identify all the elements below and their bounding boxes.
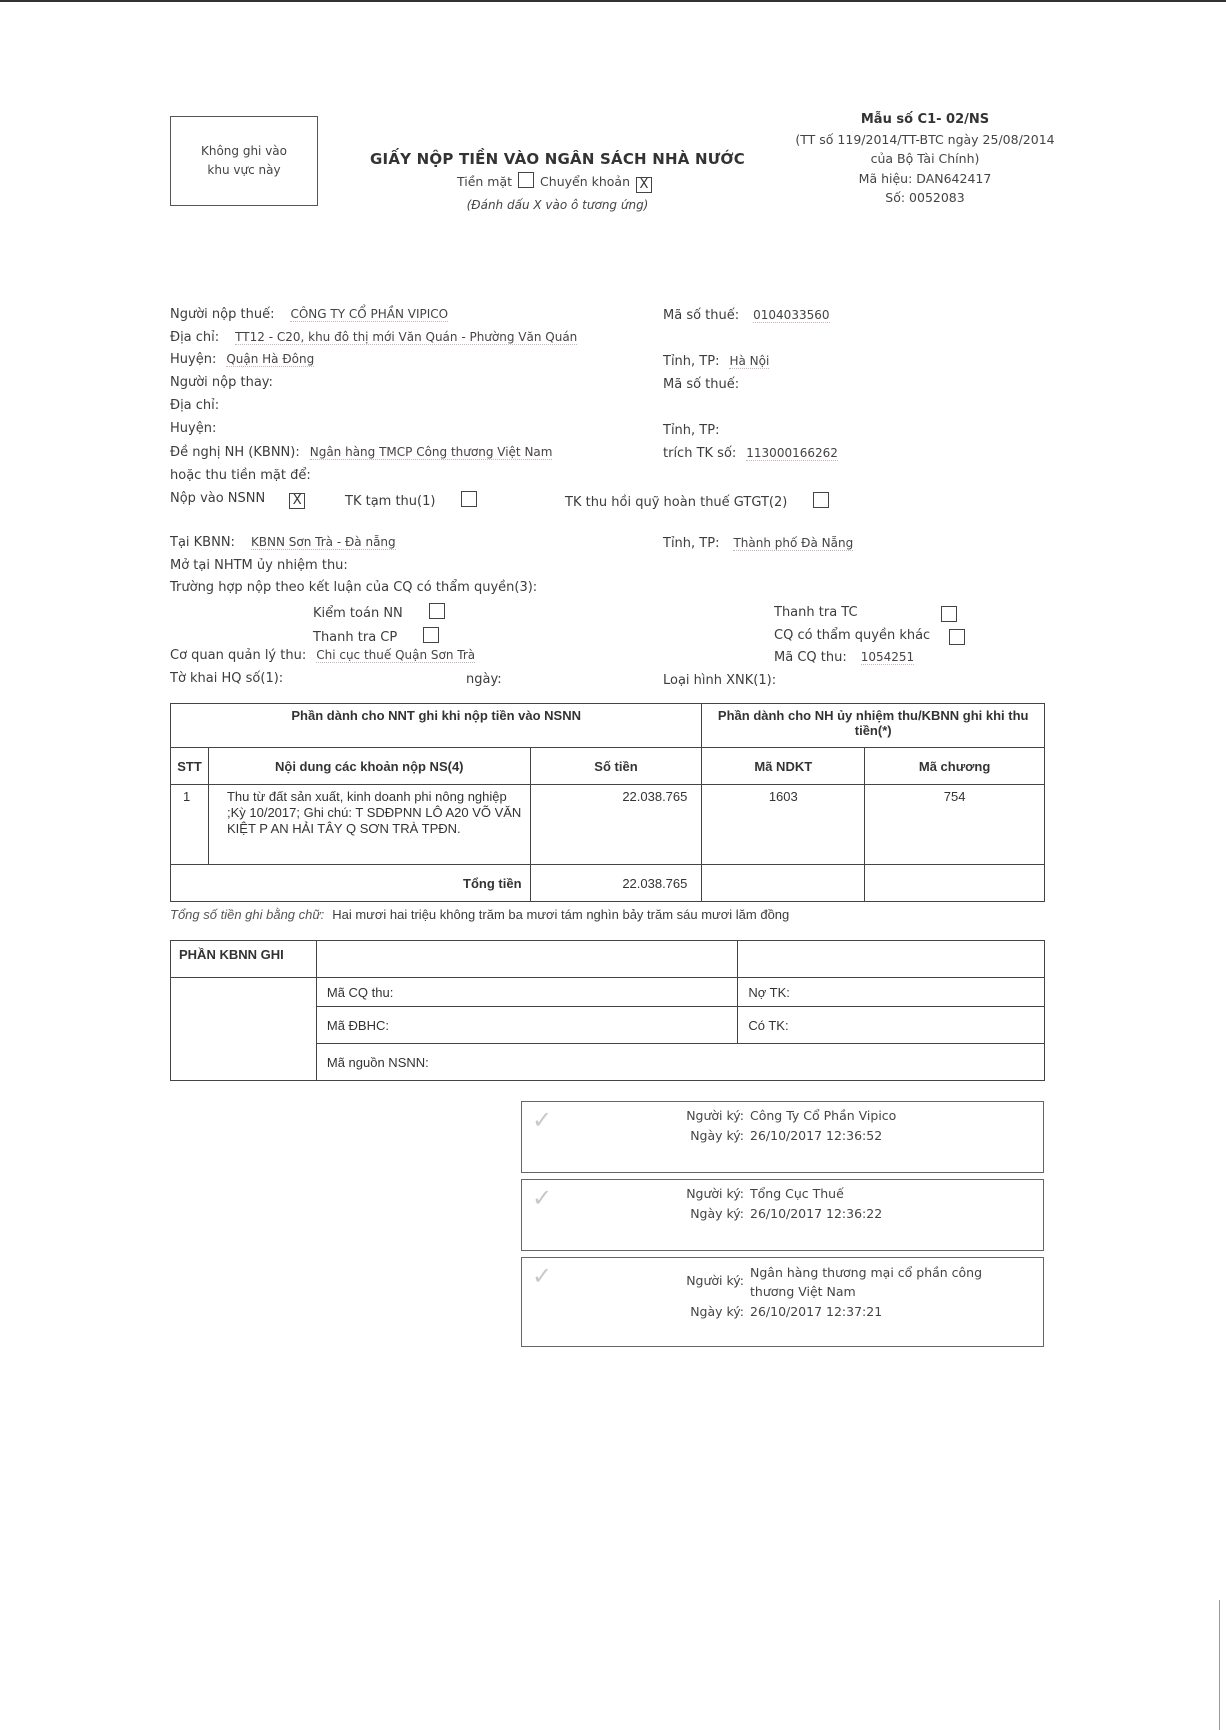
taxpayer-label: Người nộp thuế: [170,307,275,322]
tax-office-code-field [774,650,914,665]
sign-date-value: 26/10/2017 12:36:52 [750,1128,883,1143]
payment-table [170,703,1045,902]
transfer-label: Chuyển khoản [540,174,630,189]
tax-office-code-label: Mã CQ thu: [774,650,847,665]
signature-box [521,1101,1044,1173]
number-line [790,188,1060,208]
signer-value: Ngân hàng thương mại cổ phần công thương Việt Nam [750,1265,983,1299]
taxpayer-value: CÔNG TY CỔ PHẦN VIPICO [290,307,449,321]
code-line [790,169,1060,189]
state-audit-label: Kiểm toán NN [313,606,403,621]
kbnn-empty-2 [738,941,1045,978]
cash-collect-label: hoặc thu tiền mặt để: [170,468,311,483]
address-label: Địa chỉ: [170,330,220,345]
tax-id-label: Mã số thuế: [663,308,740,323]
finance-inspect-checkbox[interactable] [941,606,957,622]
amount-in-words [170,907,789,922]
section-taxpayer: Phần dành cho NNT ghi khi nộp tiền vào NSNN [171,704,702,748]
total-label: Tổng tiền [171,865,531,902]
sign-date-row [522,1206,1043,1221]
check-icon: ✓ [532,1184,553,1212]
tax-id2-label: Mã số thuế: [663,377,740,392]
authority-case-label: Trường hợp nộp theo kết luận của CQ có thẩm quyền(3): [170,580,538,595]
account-field [663,446,838,461]
signer-label: Người ký: [686,1186,744,1201]
tax-office-code-value: 1054251 [860,650,915,664]
kbnn-source-code: Mã nguồn NSNN: [316,1044,1044,1081]
vat-refund-field [565,492,835,510]
tax-id-field [663,308,830,323]
province-field [663,354,769,369]
page-top-border [0,0,1226,2]
form-reference [790,110,1060,208]
province-label: Tỉnh, TP: [663,354,720,369]
kbnn-empty-1 [316,941,737,978]
checkbox-hint: (Đánh dấu X vào ô tương ứng) [466,198,649,212]
table-column-header-row [171,748,1045,785]
finance-inspect-label: Thanh tra TC [774,605,858,620]
vat-refund-label: TK thu hồi quỹ hoàn thuế GTGT(2) [565,495,788,510]
gov-inspect-field [313,627,445,645]
province3-label: Tỉnh, TP: [663,536,720,551]
sign-date-value: 26/10/2017 12:36:22 [750,1206,883,1221]
col-stt: STT [171,748,209,785]
kbnn-left-empty [171,978,317,1081]
no-write-area-line1: Không ghi vào [200,144,288,158]
row-ndkt: 1603 [702,785,865,865]
form-number: Mẫu số C1- 02/NS [860,112,990,127]
no-write-area-box [170,116,318,206]
total-value: 22.038.765 [530,865,702,902]
code-value: DAN642417 [916,170,992,186]
page-edge-shadow [1219,1600,1220,1730]
district-value: Quận Hà Đông [226,352,315,366]
payment-type-row [330,172,785,193]
import-export-label: Loại hình XNK(1): [663,673,777,688]
circular-ref: (TT số 119/2014/TT-BTC ngày 25/08/2014 [795,131,1055,147]
signer-value: Tổng Cục Thuế [750,1186,844,1201]
kbnn-agency-code: Mã CQ thu: [316,978,737,1007]
signer-row [522,1108,1043,1123]
row-stt: 1 [171,785,209,865]
sign-date-row [522,1128,1043,1143]
cash-label: Tiền mặt [456,174,513,189]
treasury-label: Tại KBNN: [170,535,235,550]
row-amount: 22.038.765 [530,785,702,865]
sign-date-row [522,1304,1043,1319]
pay-nsnn-checkbox[interactable]: X [289,493,305,509]
row-chapter: 754 [865,785,1045,865]
address-field [170,330,577,345]
col-ndkt: Mã NDKT [702,748,865,785]
district2-label: Huyện: [170,421,217,436]
total-row [171,865,1045,902]
table-row [171,785,1045,865]
sign-date-label: Ngày ký: [690,1304,744,1319]
kbnn-title: PHẦN KBNN GHI [171,941,317,978]
sign-date-label: Ngày ký: [690,1128,744,1143]
temp-account-checkbox[interactable] [461,491,477,507]
gov-inspect-label: Thanh tra CP [313,630,398,645]
bank-request-value: Ngân hàng TMCP Công thương Việt Nam [309,445,553,459]
signer-row [522,1186,1043,1201]
tax-office-label: Cơ quan quản lý thu: [170,648,307,663]
col-amount: Số tiền [530,748,702,785]
open-at-label: Mở tại NHTM ủy nhiệm thu: [170,558,348,573]
signer-row [522,1263,1043,1301]
state-audit-checkbox[interactable] [429,603,445,619]
amount-words-value: Hai mươi hai triệu không trăm ba mươi tám nghìn bảy trăm sáu mươi lăm đồng [332,907,790,922]
treasury-value: KBNN Sơn Trà - Đà nẵng [250,535,396,549]
document-title: GIẤY NỘP TIỀN VÀO NGÂN SÁCH NHÀ NƯỚC [370,150,745,168]
province3-field [663,536,853,551]
kbnn-header-row [171,941,1045,978]
address-value: TT12 - C20, khu đô thị mới Văn Quán - Phường Văn Quán [235,330,578,344]
total-ndkt-empty [702,865,865,902]
sign-date-label: Ngày ký: [690,1206,744,1221]
amount-words-label: Tổng số tiền ghi bằng chữ: [170,907,325,922]
pay-nsnn-field [170,491,311,509]
address2-label: Địa chỉ: [170,398,220,413]
number-value: 0052083 [909,190,965,205]
table-section-header-row [171,704,1045,748]
check-icon: ✓ [532,1106,553,1134]
pay-nsnn-label: Nộp vào NSNN [170,491,266,506]
code-label: Mã hiệu: [858,170,913,186]
district-field [170,352,314,367]
province3-value: Thành phố Đà Nẵng [733,536,854,550]
bank-request-field [170,445,552,460]
kbnn-table [170,940,1045,1081]
signer-value: Công Ty Cổ Phần Vipico [750,1108,897,1123]
col-content: Nội dung các khoản nộp NS(4) [208,748,530,785]
signature-box [521,1179,1044,1251]
signer-label: Người ký: [686,1273,744,1288]
temp-account-field [345,491,483,509]
kbnn-row [171,978,1045,1007]
tax-office-field [170,648,475,663]
tax-office-value: Chi cục thuế Quận Sơn Trà [316,648,476,662]
ministry-ref: của Bộ Tài Chính) [870,151,980,166]
kbnn-credit: Có TK: [738,1007,1045,1044]
no-write-area-line2: khu vực này [207,163,281,177]
account-label: trích TK số: [663,446,737,461]
col-chapter: Mã chương [865,748,1045,785]
kbnn-debit: Nợ TK: [738,978,1045,1007]
tax-id-value: 0104033560 [753,308,830,322]
state-audit-field [313,603,451,621]
account-value: 113000166262 [746,446,838,460]
section-bank: Phần dành cho NH ủy nhiệm thu/KBNN ghi khi thu tiền(*) [702,704,1045,748]
signature-box [521,1257,1044,1347]
row-content: Thu từ đất sản xuất, kinh doanh phi nông nghiệp ;Kỳ 10/2017; Ghi chú: T SDĐPNN LÔ A20 VÕ VĂN KIỆT P AN HẢI TÂY Q SƠN TRÀ TPĐN. [208,785,530,865]
district-label: Huyện: [170,352,217,367]
other-authority-label: CQ có thẩm quyền khác [774,628,931,643]
total-chapter-empty [865,865,1045,902]
date-label: ngày: [466,672,502,687]
signer-label: Người ký: [686,1108,744,1123]
customs-label: Tờ khai HQ số(1): [170,671,284,686]
province-value: Hà Nội [729,354,770,368]
vat-refund-checkbox[interactable] [813,492,829,508]
gov-inspect-checkbox[interactable] [423,627,439,643]
payer-on-behalf-label: Người nộp thay: [170,375,273,390]
kbnn-admin-code: Mã ĐBHC: [316,1007,737,1044]
number-label: Số: [885,190,906,205]
province2-label: Tỉnh, TP: [663,423,720,438]
sign-date-value: 26/10/2017 12:37:21 [750,1304,883,1319]
transfer-checkbox[interactable]: X [636,177,652,193]
check-icon: ✓ [532,1262,553,1290]
bank-request-label: Đề nghị NH (KBNN): [170,445,300,460]
other-authority-checkbox[interactable] [949,629,965,645]
taxpayer-field [170,307,448,322]
temp-account-label: TK tạm thu(1) [345,494,436,509]
cash-checkbox[interactable] [518,172,534,188]
treasury-field [170,535,396,550]
